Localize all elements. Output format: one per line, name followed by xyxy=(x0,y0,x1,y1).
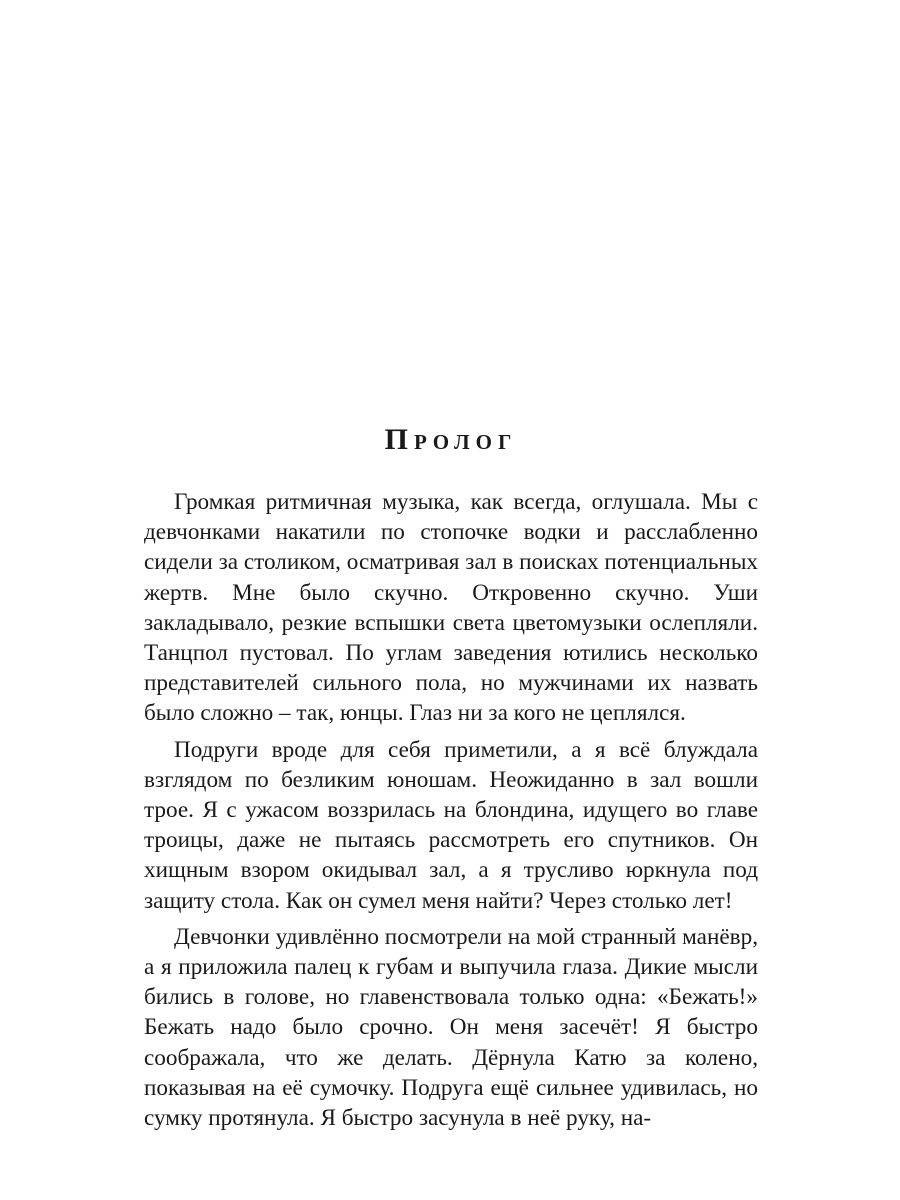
paragraph-2: Подруги вроде для себя приметили, а я всё блуждала взглядом по безликим юношам. Неожиданно в зал вошли трое. Я с ужасом воззрилась на блондина, идущего во главе троицы, даже не пытаясь рассмотреть его спутников. Он хищным взором окидывал зал, а я трусливо юркнула под защиту стола. Как он сумел меня найти? Через столько лет! xyxy=(144,736,758,914)
paragraph-3: Девчонки удивлённо посмотрели на мой странный манёвр, а я приложила палец к губам и выпучила глаза. Дикие мысли бились в голове, но главенствовала только одна: «Бежать!» Бежать надо было срочно. Он меня засечёт! Я быстро соображала, что же делать. Дёрнула Катю за колено, показывая на её сумочку. Подруга ещё сильнее удивилась, но сумку протянула. Я быстро засунула в неё руку, на- xyxy=(144,923,758,1132)
paragraph-1: Громкая ритмичная музыка, как всегда, оглушала. Мы с девчонками накатили по стопочке водки и расслабленно сидели за столиком, осматривая зал в поисках потенциальных жертв. Мне было скучно. Откровенно скучно. Уши закладывало, резкие вспышки света цветомузыки ослепляли. Танцпол пустовал. По углам заведения ютились несколько представителей сильного пола, но мужчинами их назвать было сложно – так, юнцы. Глаз ни за кого не цеплялся. xyxy=(144,489,758,727)
chapter-body xyxy=(144,487,758,1139)
book-page xyxy=(144,0,758,1200)
chapter-title: Пролог xyxy=(384,423,518,456)
